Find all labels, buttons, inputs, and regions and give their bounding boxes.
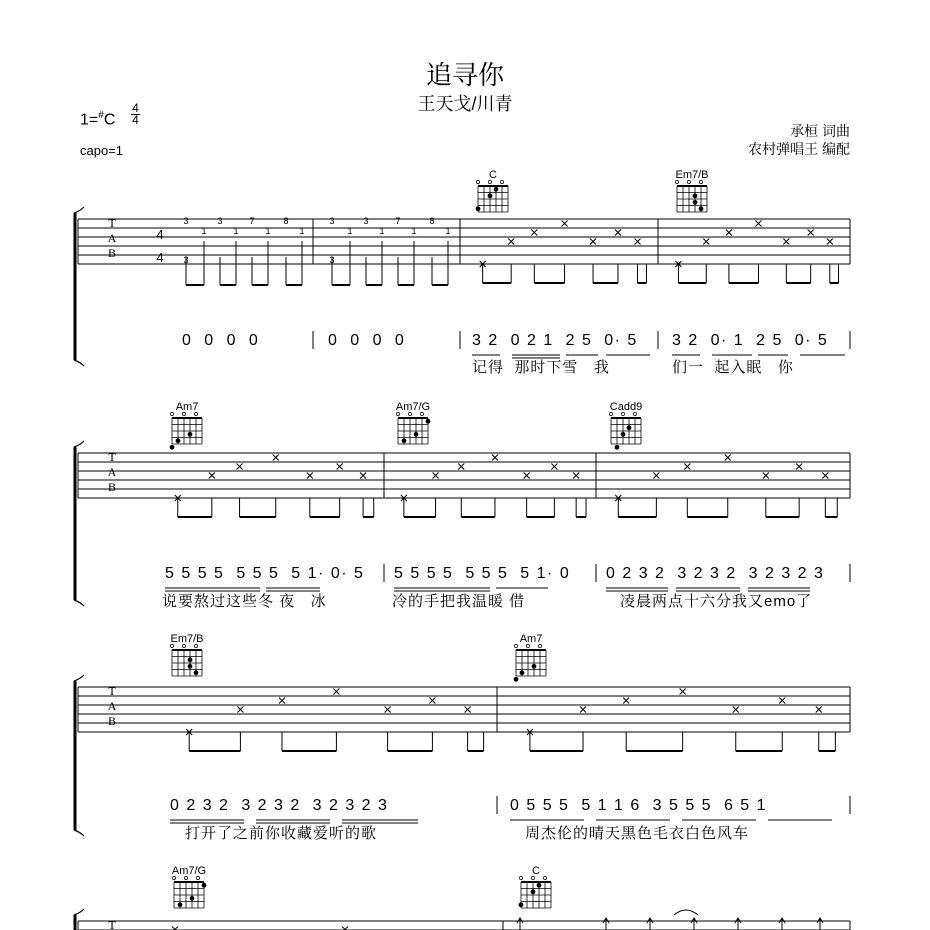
- strum-x-mark: [755, 221, 761, 227]
- fret-number: 1: [445, 226, 451, 236]
- strum-x-mark: [333, 689, 339, 695]
- strum-x-mark: [653, 473, 659, 479]
- chord-dot: [402, 438, 407, 443]
- strum-x-mark: [590, 239, 596, 245]
- chord-dot: [178, 902, 183, 907]
- bracket-curl: [74, 830, 84, 836]
- chord-dot: [170, 445, 175, 450]
- strum-x-mark: [763, 473, 769, 479]
- strum-arrow-up: [517, 918, 523, 930]
- strum-x-mark: [796, 464, 802, 470]
- strum-x-mark: [822, 473, 828, 479]
- chord-diagram: [514, 633, 546, 682]
- chord-dot: [202, 883, 207, 888]
- chord-dot: [693, 200, 698, 205]
- strum-x-mark: [680, 689, 686, 695]
- arranger-credit: 农村弹唱王 编配: [748, 141, 850, 157]
- chord-dot: [194, 670, 199, 675]
- strum-x-mark: [209, 473, 215, 479]
- bracket-curl: [74, 441, 84, 447]
- lyric-line: 打开了之前你收藏爱听的歌: [185, 825, 378, 842]
- strum-x-mark: [307, 473, 313, 479]
- strum-x-mark: [562, 221, 568, 227]
- chord-diagram: [675, 169, 708, 212]
- strum-x-mark: [726, 230, 732, 236]
- chord-dot: [621, 432, 626, 437]
- open-string-mark: [543, 876, 546, 879]
- strum-x-mark: [508, 239, 514, 245]
- intro-arpeggio: [183, 216, 450, 285]
- strum-x-mark: [172, 927, 178, 930]
- chord-name: C: [532, 865, 540, 877]
- strum-x-mark: [725, 455, 731, 461]
- strum-patterns: [175, 221, 839, 752]
- strum-x-mark: [342, 927, 348, 930]
- strum-x-mark: [703, 239, 709, 245]
- chord-dot: [531, 889, 536, 894]
- key-prefix: 1=: [80, 111, 99, 129]
- strum-x-mark: [684, 464, 690, 470]
- jianpu-notation: 3 2 0· 1 2 5 0· 5: [672, 332, 829, 349]
- strum-x-mark: [827, 239, 833, 245]
- song-title: 追寻你: [425, 60, 504, 90]
- strum-x-mark: [360, 473, 366, 479]
- tab-letter-a: A: [107, 465, 117, 479]
- fret-number: 3: [217, 216, 223, 226]
- lyric-line: 凌晨两点十六分我又emo了: [620, 593, 813, 610]
- open-string-mark: [170, 412, 173, 415]
- jianpu-notation: 5 5 5 5 5 5 5 5 1· 0· 5: [165, 565, 365, 582]
- strum-x-mark: [531, 230, 537, 236]
- chord-diagram: [519, 865, 551, 908]
- composer-credit: 承桓 词曲: [790, 123, 850, 139]
- tab-letter-a: A: [107, 699, 117, 713]
- tab-time-sig: 4: [156, 250, 164, 265]
- fret-number: 8: [283, 216, 289, 226]
- strum-x-mark: [816, 707, 822, 713]
- tab-staff: [74, 909, 850, 930]
- chord-diagram: [170, 401, 202, 450]
- key-note: C: [103, 111, 116, 129]
- fret-number: 1: [265, 226, 271, 236]
- chord-dot: [537, 883, 542, 888]
- strum-arrow-up: [691, 918, 697, 930]
- fret-number: 3: [363, 216, 369, 226]
- strum-x-mark: [580, 707, 586, 713]
- bracket-curl: [74, 600, 84, 606]
- strum-x-mark: [524, 473, 530, 479]
- jianpu-notation: 0 2 3 2 3 2 3 2 3 2 3 2 3: [170, 797, 389, 814]
- open-string-mark: [514, 644, 517, 647]
- tab-letter-a: A: [107, 231, 117, 245]
- jianpu-notation: 5 5 5 5 5 5 5 5 1· 0: [394, 565, 571, 582]
- bracket-curl: [74, 909, 84, 915]
- strum-arrow-up: [647, 918, 653, 930]
- jianpu-notation: 0 5 5 5 5 1 1 6 3 5 5 5 6 5 1: [510, 797, 768, 814]
- chord-dot: [176, 438, 181, 443]
- strum-x-mark: [385, 707, 391, 713]
- open-string-mark: [519, 876, 522, 879]
- strum-x-mark: [808, 230, 814, 236]
- chord-diagram: [170, 633, 203, 676]
- strum-x-mark: [573, 473, 579, 479]
- strum-x-mark: [337, 464, 343, 470]
- lyric-line: 说要熬过这些冬 夜 冰: [162, 593, 327, 610]
- strum-x-mark: [429, 698, 435, 704]
- tie-arc: [674, 910, 698, 915]
- chord-dot: [476, 206, 481, 211]
- chord-diagram: [476, 169, 508, 212]
- fret-number: 3: [183, 216, 189, 226]
- time-sig-top: 4: [132, 101, 139, 115]
- strum-arrow-up: [779, 918, 785, 930]
- strum-x-mark: [465, 707, 471, 713]
- strum-x-mark: [615, 230, 621, 236]
- strum-x-mark: [635, 239, 641, 245]
- lyric-line: 记得 那时下雪 我: [472, 359, 610, 376]
- strum-x-mark: [492, 455, 498, 461]
- chord-name: C: [489, 169, 497, 181]
- chord-dot: [519, 902, 524, 907]
- strum-arrow-up: [735, 918, 741, 930]
- chord-dot: [488, 193, 493, 198]
- chord-name: Cadd9: [609, 401, 643, 413]
- tab-letter-t: T: [108, 684, 116, 698]
- chord-name: Am7: [175, 401, 199, 413]
- jianpu-notation: 0 2 3 2 3 2 3 2 3 2 3 2 3: [606, 565, 825, 582]
- bracket-curl: [74, 360, 84, 366]
- chord-name: Em7/B: [170, 633, 204, 645]
- fret-number: 1: [379, 226, 385, 236]
- strum-x-mark: [279, 698, 285, 704]
- chord-dot: [627, 425, 632, 430]
- strum-x-mark: [433, 473, 439, 479]
- capo-info: capo=1: [80, 143, 124, 158]
- lyric-line: 们一 起入眠 你: [672, 359, 794, 376]
- tab-letter-t: T: [108, 450, 116, 464]
- fret-number: 1: [299, 226, 305, 236]
- strum-x-mark: [273, 455, 279, 461]
- chord-dot: [188, 664, 193, 669]
- strum-x-mark: [623, 698, 629, 704]
- chord-diagram: [396, 401, 431, 444]
- bracket-curl: [74, 675, 84, 681]
- chord-dot: [494, 187, 499, 192]
- fret-number: 3: [183, 255, 189, 265]
- tab-letter-b: B: [107, 246, 117, 260]
- chord-name: Em7/B: [675, 169, 709, 181]
- chord-dot: [188, 432, 193, 437]
- strum-x-mark: [733, 707, 739, 713]
- chord-dot: [188, 657, 193, 662]
- chord-name: Am7/G: [171, 865, 207, 877]
- fret-number: 3: [329, 255, 335, 265]
- chord-dot: [190, 896, 195, 901]
- strum-x-mark: [783, 239, 789, 245]
- chord-dot: [532, 664, 537, 669]
- lyric-line: 冷的手把我温暖 借: [392, 593, 526, 610]
- fret-number: 1: [347, 226, 353, 236]
- strum-x-mark: [237, 707, 243, 713]
- chord-dot: [615, 445, 620, 450]
- fret-number: 7: [249, 216, 255, 226]
- strum-arrow-up: [817, 918, 823, 930]
- tab-letter-b: B: [107, 480, 117, 494]
- fret-number: 1: [233, 226, 239, 236]
- chord-dot: [414, 432, 419, 437]
- chord-dot: [514, 677, 519, 682]
- chord-dot: [520, 670, 525, 675]
- fret-number: 7: [395, 216, 401, 226]
- lyric-line: 周杰伦的晴天黑色毛衣白色风车: [525, 825, 750, 842]
- tab-letter-b: B: [107, 714, 117, 728]
- chord-dot: [693, 193, 698, 198]
- strum-x-mark: [458, 464, 464, 470]
- fret-number: 3: [329, 216, 335, 226]
- tab-letter-t: T: [108, 918, 116, 930]
- tab-letter-t: T: [108, 216, 116, 230]
- strum-x-mark: [551, 464, 557, 470]
- key-sharp: #: [98, 110, 104, 121]
- chord-name: Am7: [519, 633, 543, 645]
- time-sig-bottom: 4: [132, 113, 139, 127]
- chord-dot: [426, 419, 431, 424]
- strum-arrow-up: [603, 918, 609, 930]
- chord-name: Am7/G: [395, 401, 431, 413]
- fret-number: 1: [201, 226, 207, 236]
- fret-number: 1: [411, 226, 417, 236]
- jianpu-notation: 3 2 0 2 1 2 5 0· 5: [472, 332, 638, 349]
- bracket-curl: [74, 207, 84, 213]
- strum-x-mark: [237, 464, 243, 470]
- strum-x-mark: [779, 698, 785, 704]
- chord-diagram: [172, 865, 207, 908]
- song-artist: 王天戈/川青: [417, 94, 513, 114]
- open-string-mark: [500, 180, 503, 183]
- partial-staff: [172, 910, 823, 930]
- fret-number: 8: [429, 216, 435, 226]
- jianpu-notation: 0 0 0 0: [328, 332, 406, 349]
- chord-dot: [699, 206, 704, 211]
- jianpu-notation: 0 0 0 0: [182, 332, 260, 349]
- tab-time-sig: 4: [156, 227, 164, 242]
- open-string-mark: [476, 180, 479, 183]
- chord-diagram: [609, 401, 642, 450]
